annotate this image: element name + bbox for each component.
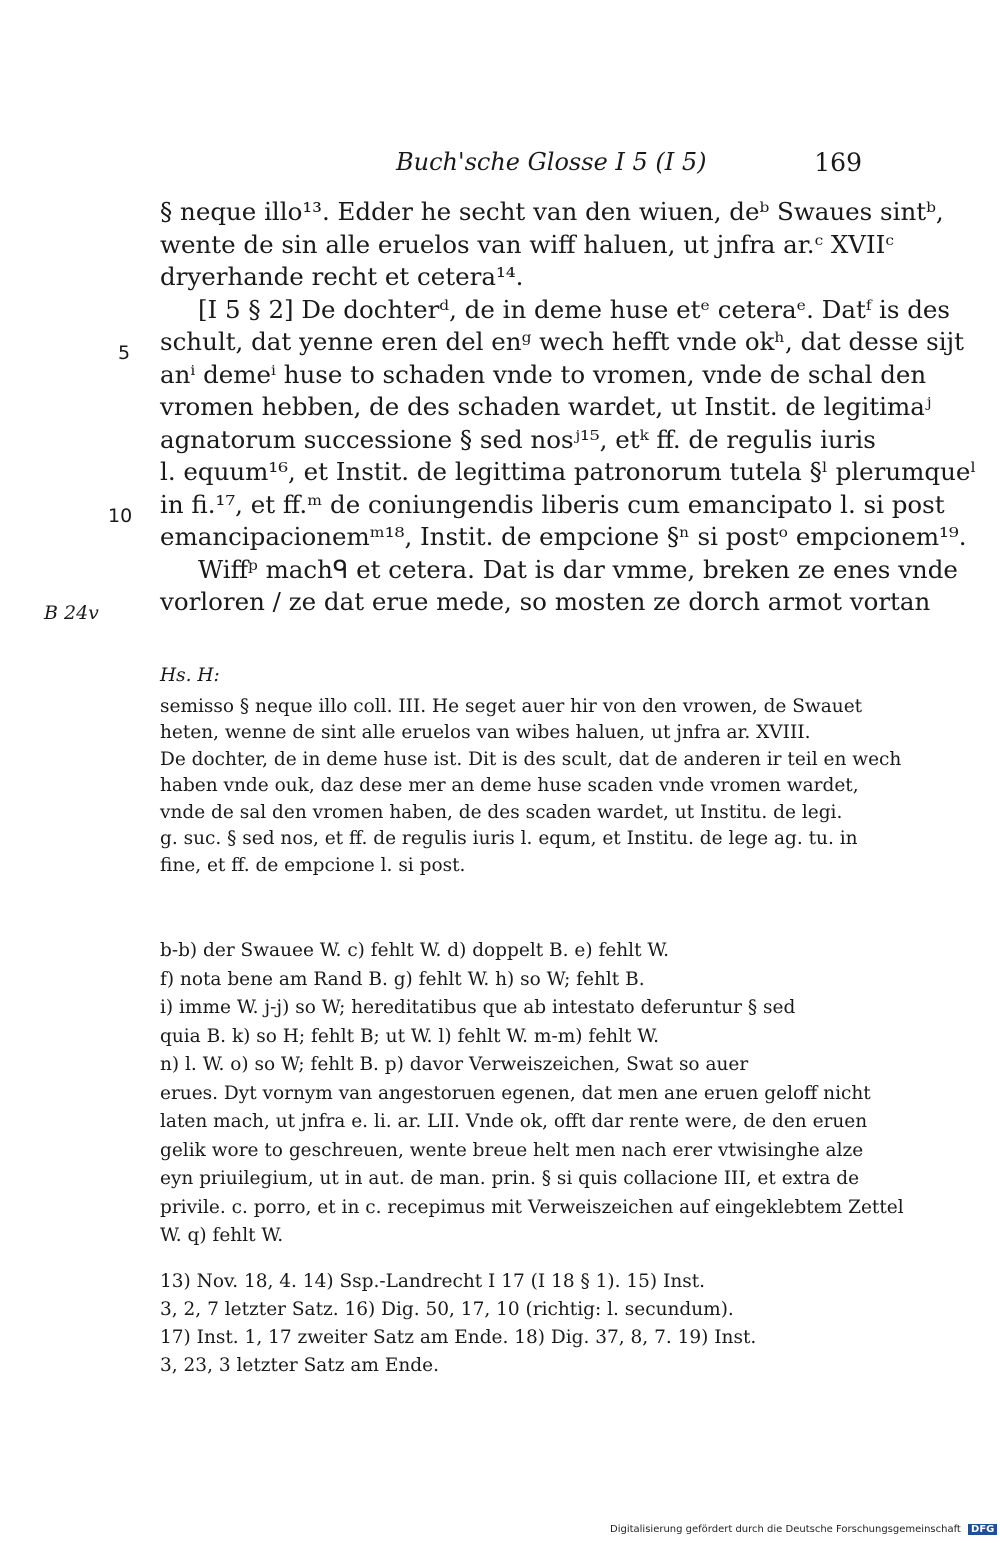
apparatus-line: erues. Dyt vornym van angestoruen egenen, dat men ane eruen geloff nicht [160, 1082, 871, 1104]
variant-line: De dochter, de in deme huse ist. Dit is des scult, dat de anderen ir teil en wech [160, 748, 902, 770]
apparatus-line: eyn priuilegium, ut in aut. de man. prin. § si quis collacione III, et extra de [160, 1168, 860, 1189]
main-text-line: § neque illo¹³. Edder he secht van den wiuen, deᵇ Swaues sintᵇ, [160, 197, 944, 226]
dfg-logo: DFG [968, 1524, 997, 1535]
variant-line: fine, et ff. de empcione l. si post. [160, 854, 466, 876]
variant-line: vnde de sal den vromen haben, de des scaden wardet, ut Institu. de legi. [160, 801, 843, 823]
critical-apparatus [160, 937, 904, 1251]
apparatus-line: f) nota bene am Rand B. g) fehlt W. h) so W; fehlt B. [160, 968, 645, 990]
page-number: 169 [814, 148, 862, 177]
main-text-line: l. equum¹⁶, et Instit. de legittima patronorum tutela §ˡ plerumqueˡ [160, 457, 977, 486]
apparatus-line: n) l. W. o) so W; fehlt B. p) davor Verweiszeichen, Swat so auer [160, 1054, 749, 1075]
variant-line: semisso § neque illo coll. III. He seget auer hir von den vrowen, de Swauet [160, 695, 863, 717]
main-text-line: schult, dat yenne eren del enᵍ wech hefft vnde okʰ, dat desse sijt [160, 327, 964, 356]
credit-text: Digitalisierung gefördert durch die Deutsche Forschungsgemeinschaft [610, 1524, 961, 1535]
apparatus-line: privile. c. porro, et in c. recepimus mit Verweiszeichen auf eingeklebtem Zettel [160, 1196, 904, 1218]
main-text-line: anⁱ demeⁱ huse to schaden vnde to vromen, vnde de schal den [160, 359, 927, 389]
apparatus-line: quia B. k) so H; fehlt B; ut W. l) fehlt W. m-m) fehlt W. [160, 1025, 659, 1047]
manuscript-heading: Hs. H: [160, 665, 220, 686]
main-text [160, 196, 977, 619]
main-text-line: agnatorum successione § sed nosʲ¹⁵, etᵏ ff. de regulis iuris [160, 424, 876, 454]
main-text-line: vromen hebben, de des schaden wardet, ut Instit. de legitimaʲ [160, 392, 932, 421]
digitization-credit [610, 1524, 997, 1535]
main-text-line: in fi.¹⁷, et ff.ᵐ de coniungendis liberis cum emancipato l. si post [160, 489, 945, 519]
footnote-line: 3, 23, 3 letzter Satz am Ende. [160, 1355, 439, 1376]
line-number-5: 5 [118, 342, 131, 364]
main-text-line: emancipacionemᵐ¹⁸, Instit. de empcione §ⁿ si postᵒ empcionem¹⁹. [160, 522, 967, 551]
source-footnotes [160, 1268, 862, 1380]
margin-folio-reference: B 24v [44, 602, 99, 624]
apparatus-line: i) imme W. j-j) so W; hereditatibus que ab intestato deferuntur § sed [160, 997, 796, 1018]
apparatus-line: b-b) der Swauee W. c) fehlt W. d) doppelt B. e) fehlt W. [160, 940, 670, 961]
main-text-line: wente de sin alle eruelos van wiff haluen, ut jnfra ar.ᶜ XVIIᶜ [160, 229, 894, 259]
main-text-line: dryerhande recht et cetera¹⁴. [160, 262, 524, 291]
apparatus-line: W. q) fehlt W. [160, 1225, 284, 1246]
running-head [160, 148, 862, 182]
line-number-10: 10 [108, 505, 133, 527]
main-text-line: vorloren / ze dat erue mede, so mosten ze dorch armot vortan [160, 587, 931, 616]
manuscript-h-variant [160, 663, 902, 879]
apparatus-line: gelik wore to geschreuen, wente breue helt men nach erer vtwisinghe alze [160, 1139, 864, 1161]
variant-line: heten, wenne de sint alle eruelos van wibes haluen, ut jnfra ar. XVIII. [160, 722, 811, 743]
variant-line: g. suc. § sed nos, et ff. de regulis iuris l. equm, et Institu. de lege ag. tu. in [160, 828, 858, 849]
variant-line: haben vnde ouk, daz dese mer an deme huse scaden vnde vromen wardet, [160, 775, 859, 796]
footnote-line: 3, 2, 7 letzter Satz. 16) Dig. 50, 17, 10 (richtig: l. secundum). [160, 1299, 734, 1320]
running-title: Buch'sche Glosse I 5 (I 5) [396, 148, 707, 176]
apparatus-line: laten mach, ut jnfra e. li. ar. LII. Vnde ok, offt dar rente were, de den eruen [160, 1111, 868, 1132]
footnote-line: 17) Inst. 1, 17 zweiter Satz am Ende. 18) Dig. 37, 8, 7. 19) Inst. [160, 1327, 757, 1348]
main-text-line: [I 5 § 2] De dochterᵈ, de in deme huse etᵉ ceteraᵉ. Datᶠ is des [198, 294, 950, 324]
main-text-line: Wiffᵖ machᑫ et cetera. Dat is dar vmme, breken ze enes vnde [198, 554, 958, 584]
footnote-line: 13) Nov. 18, 4. 14) Ssp.-Landrecht I 17 (I 18 § 1). 15) Inst. [160, 1271, 706, 1292]
